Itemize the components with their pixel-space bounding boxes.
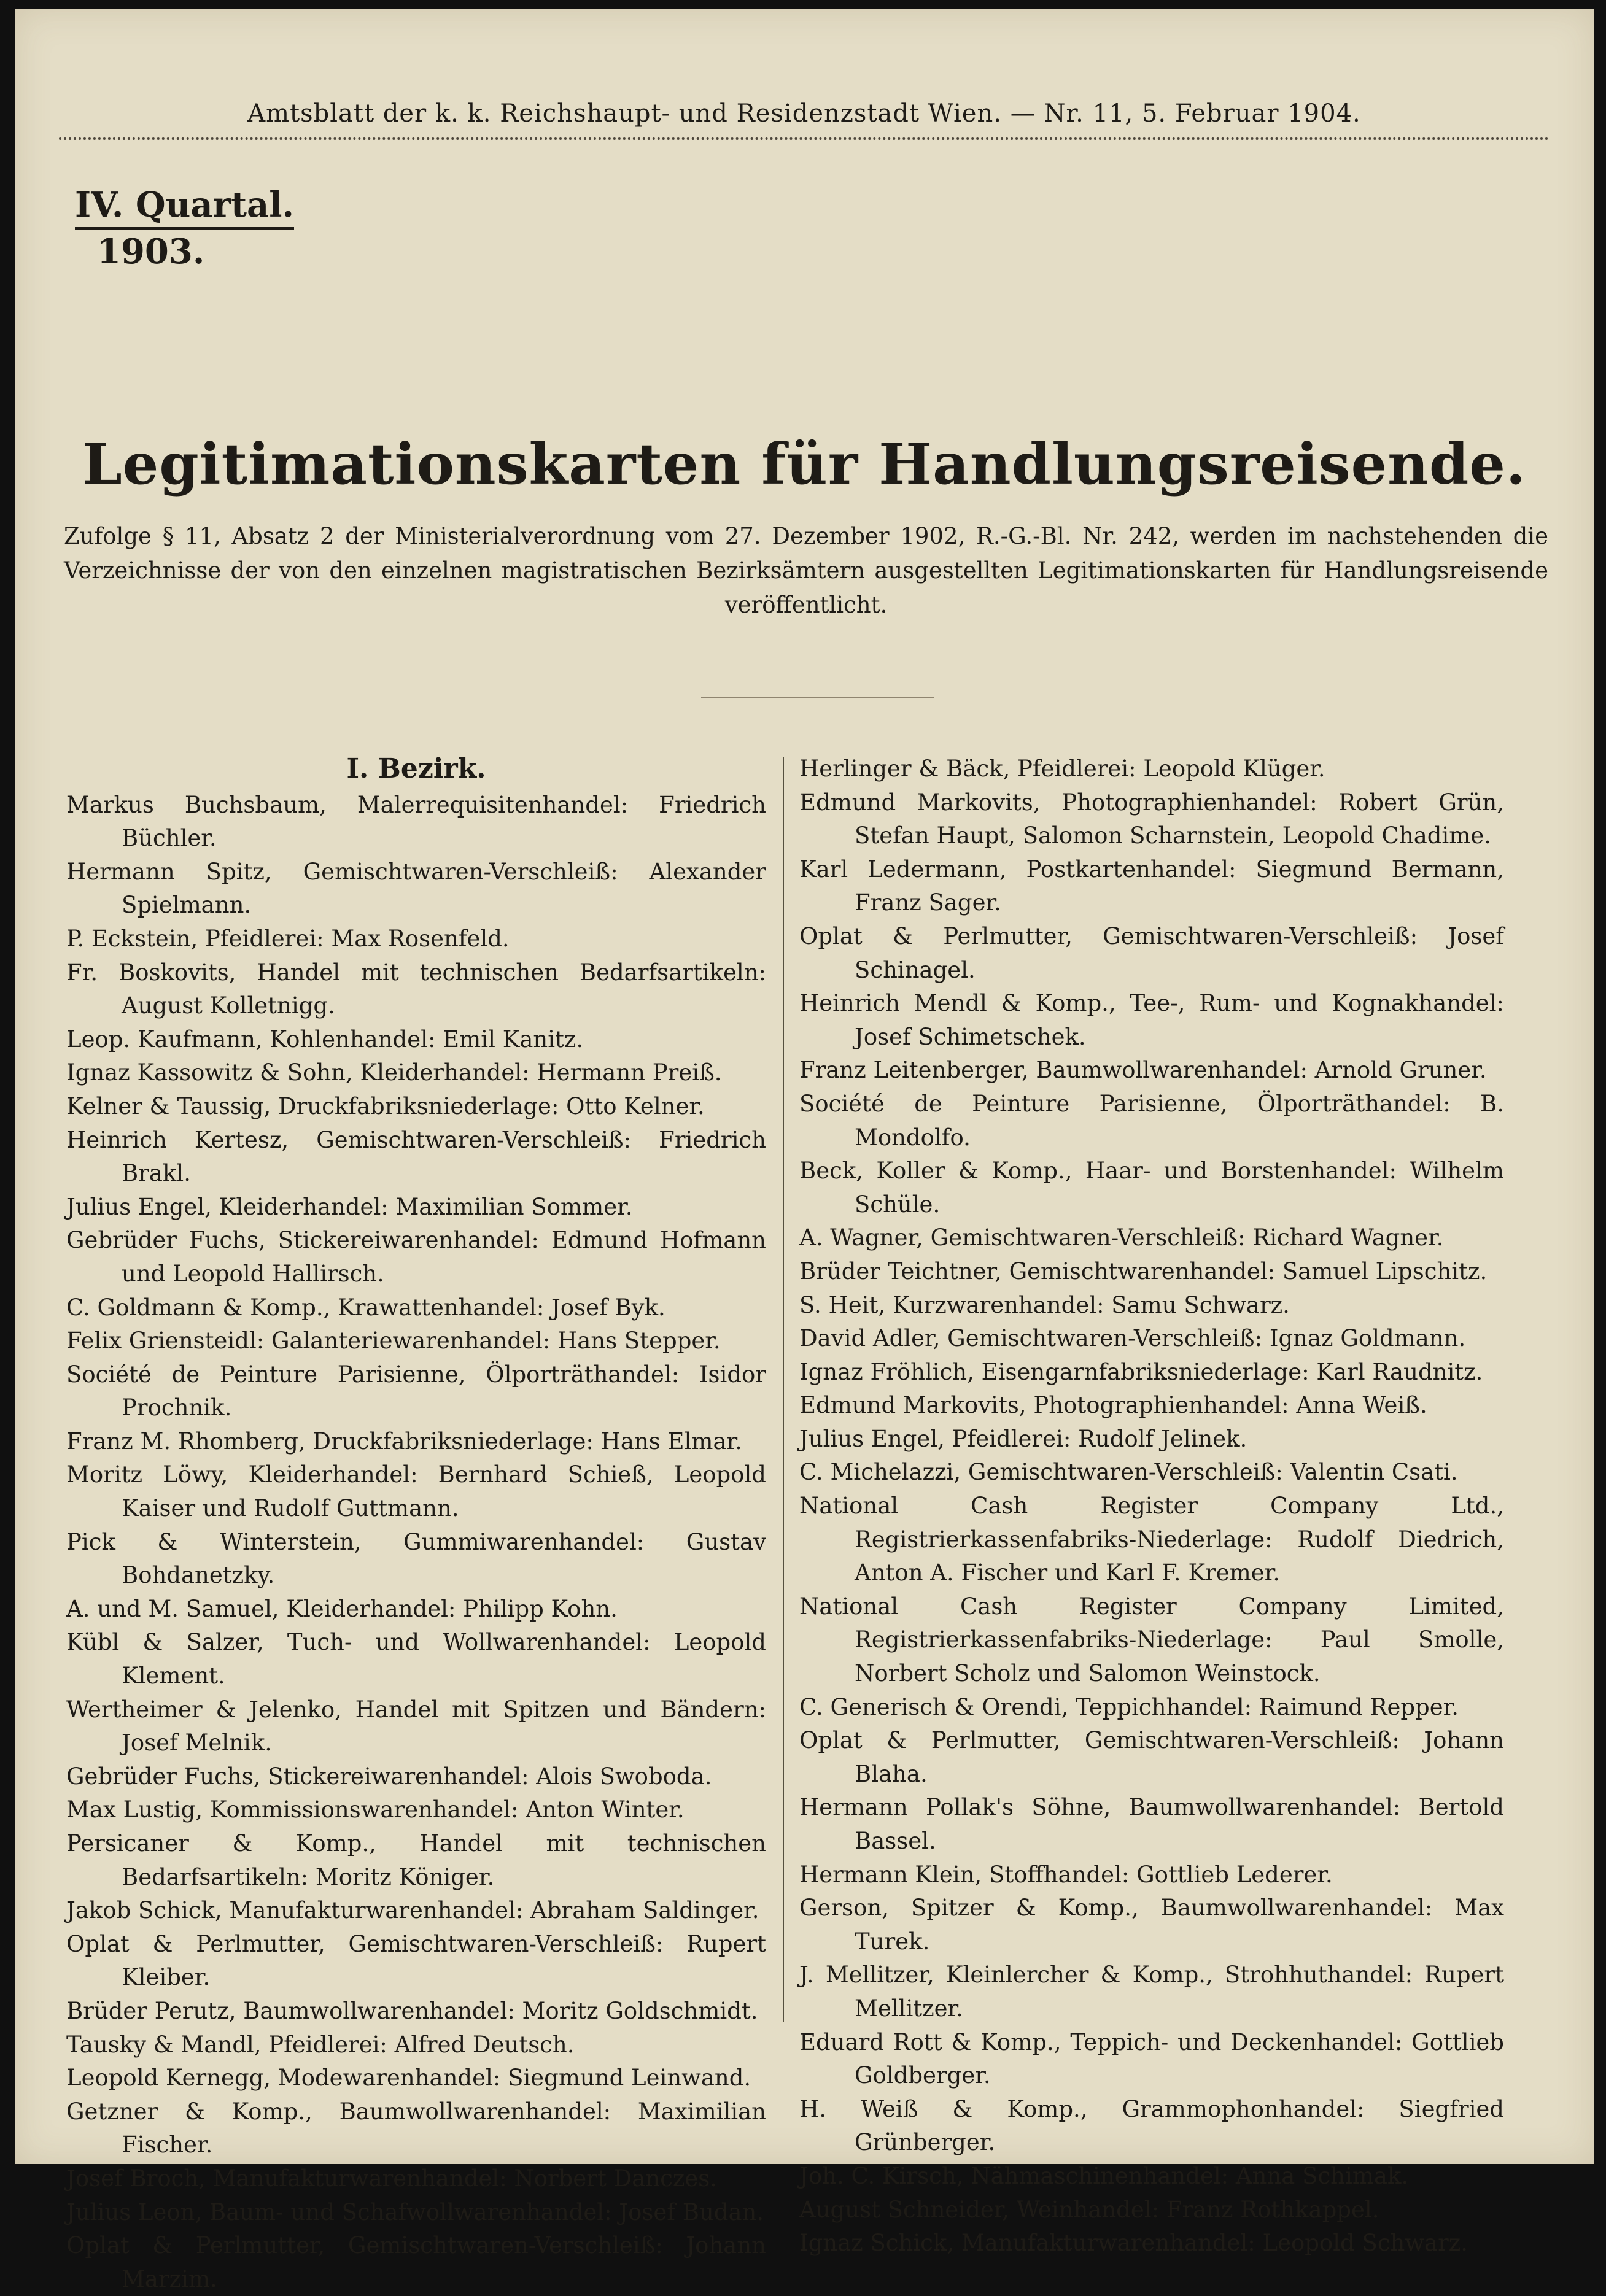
- list-item: Moritz Löwy, Kleiderhandel: Bernhard Schieß, Leopold Kaiser und Rudolf Guttmann.: [66, 1461, 766, 1522]
- list-item: Edmund Markovits, Photographienhandel: Anna Weiß.: [799, 1392, 1427, 1419]
- list-item: Herlinger & Bäck, Pfeidlerei: Leopold Klüger.: [799, 756, 1325, 782]
- quartal-block: [75, 187, 294, 271]
- list-item: C. Michelazzi, Gemischtwaren-Verschleiß: Valentin Csati.: [799, 1459, 1458, 1486]
- list-item: C. Generisch & Orendi, Teppichhandel: Raimund Repper.: [799, 1693, 1459, 1720]
- list-item: Oplat & Perlmutter, Gemischtwaren-Verschleiß: Rupert Kleiber.: [66, 1930, 766, 1991]
- list-item: National Cash Register Company Ltd., Registrierkassenfabriks-Niederlage: Rudolf Diedrich, Anton A. Fischer und Karl F. Kremer.: [799, 1493, 1504, 1587]
- list-item: Joh. C. Kirsch, Nähmaschinenhandel: Anna Schimak.: [799, 2162, 1409, 2189]
- list-item: Wertheimer & Jelenko, Handel mit Spitzen und Bändern: Josef Melnik.: [66, 1696, 766, 1757]
- list-item: Oplat & Perlmutter, Gemischtwaren-Verschleiß: Johann Marzim.: [66, 2232, 766, 2292]
- list-item: Persicaner & Komp., Handel mit technischen Bedarfsartikeln: Moritz Königer.: [66, 1830, 766, 1890]
- page-title: Legitimationskarten für Handlungsreisende.: [82, 431, 1526, 497]
- list-item: Gerson, Spitzer & Komp., Baumwollwarenhandel: Max Turek.: [799, 1895, 1504, 1955]
- list-item: Felix Griensteidl: Galanteriewarenhandel: Hans Stepper.: [66, 1328, 721, 1355]
- list-item: Ignaz Kassowitz & Sohn, Kleiderhandel: Hermann Preiß.: [66, 1059, 722, 1086]
- list-item: P. Eckstein, Pfeidlerei: Max Rosenfeld.: [66, 925, 510, 952]
- list-item: Ignaz Fröhlich, Eisengarnfabriksniederlage: Karl Raudnitz.: [799, 1358, 1483, 1385]
- list-item: Beck, Koller & Komp., Haar- und Borstenhandel: Wilhelm Schüle.: [799, 1158, 1504, 1218]
- list-item: August Schneider, Weinhandel: Franz Rothkappel.: [799, 2196, 1379, 2223]
- list-item: Julius Engel, Pfeidlerei: Rudolf Jelinek.: [799, 1425, 1247, 1452]
- list-item: Julius Engel, Kleiderhandel: Maximilian Sommer.: [66, 1193, 633, 1220]
- list-item: H. Weiß & Komp., Grammophonhandel: Siegfried Grünberger.: [799, 2095, 1504, 2156]
- list-item: Heinrich Kertesz, Gemischtwaren-Verschleiß: Friedrich Brakl.: [66, 1126, 766, 1187]
- list-item: Brüder Perutz, Baumwollwarenhandel: Moritz Goldschmidt.: [66, 1997, 758, 2024]
- list-item: C. Goldmann & Komp., Krawattenhandel: Josef Byk.: [66, 1294, 665, 1321]
- list-item: Oplat & Perlmutter, Gemischtwaren-Verschleiß: Josef Schinagel.: [799, 922, 1504, 983]
- list-item: Edmund Markovits, Photographienhandel: Robert Grün, Stefan Haupt, Salomon Scharnstein, Leopold Chadime.: [799, 789, 1504, 849]
- list-item: Ignaz Schick, Manufakturwarenhandel: Leopold Schwarz.: [799, 2230, 1468, 2257]
- list-item: Brüder Teichtner, Gemischtwarenhandel: Samuel Lipschitz.: [799, 1258, 1488, 1285]
- section-rule: [701, 697, 934, 698]
- intro-paragraph: Zufolge § 11, Absatz 2 der Ministerialverordnung vom 27. Dezember 1902, R.-G.-Bl. Nr. 242, werden im nachstehenden die Verzeichnisse der von den einzelnen magistratischen Bezirksämtern ausgestellten Legitimationskarten für Handlungsreisende veröffentlicht.: [64, 523, 1548, 618]
- list-item: Kelner & Taussig, Druckfabriksniederlage: Otto Kelner.: [66, 1092, 705, 1119]
- list-item: Jakob Schick, Manufakturwarenhandel: Abraham Saldinger.: [66, 1897, 759, 1924]
- list-item: Markus Buchsbaum, Malerrequisitenhandel: Friedrich Büchler.: [66, 791, 766, 852]
- list-item: Hermann Spitz, Gemischtwaren-Verschleiß: Alexander Spielmann.: [66, 858, 766, 919]
- quartal-year: 1903.: [97, 231, 205, 272]
- list-item: Hermann Pollak's Söhne, Baumwollwarenhandel: Bertold Bassel.: [799, 1794, 1504, 1854]
- list-item: National Cash Register Company Limited, Registrierkassenfabriks-Niederlage: Paul Smolle, Norbert Scholz und Salomon Weinstock.: [799, 1593, 1504, 1687]
- list-item: Josef Broch, Manufakturwarenhandel: Norbert Danczes.: [66, 2165, 717, 2192]
- list-item: A. und M. Samuel, Kleiderhandel: Philipp Kohn.: [66, 1595, 618, 1622]
- list-item: Société de Peinture Parisienne, Ölporträthandel: B. Mondolfo.: [799, 1090, 1504, 1151]
- list-item: Tausky & Mandl, Pfeidlerei: Alfred Deutsch.: [66, 2031, 575, 2058]
- list-item: Getzner & Komp., Baumwollwarenhandel: Maximilian Fischer.: [66, 2098, 766, 2159]
- list-item: Hermann Klein, Stoffhandel: Gottlieb Lederer.: [799, 1861, 1333, 1888]
- list-item: A. Wagner, Gemischtwaren-Verschleiß: Richard Wagner.: [799, 1224, 1444, 1251]
- section-heading: I. Bezirk.: [346, 753, 486, 784]
- document-page: [15, 9, 1594, 2292]
- list-item: Oplat & Perlmutter, Gemischtwaren-Verschleiß: Johann Blaha.: [799, 1727, 1504, 1787]
- list-item: David Adler, Gemischtwaren-Verschleiß: Ignaz Goldmann.: [799, 1325, 1466, 1352]
- list-item: Société de Peinture Parisienne, Ölporträthandel: Isidor Prochnik.: [66, 1361, 766, 1421]
- right-column: [799, 752, 1504, 2260]
- left-entry-list: [66, 789, 766, 2296]
- quartal-label: IV. Quartal.: [75, 187, 294, 230]
- running-header: Amtsblatt der k. k. Reichshaupt- und Residenzstadt Wien. — Nr. 11, 5. Februar 1904.: [247, 99, 1361, 128]
- list-item: Heinrich Mendl & Komp., Tee-, Rum- und Kognakhandel: Josef Schimetschek.: [799, 990, 1504, 1050]
- header-rule: [59, 137, 1550, 140]
- list-item: Franz Leitenberger, Baumwollwarenhandel: Arnold Gruner.: [799, 1057, 1487, 1084]
- list-item: Gebrüder Fuchs, Stickereiwarenhandel: Edmund Hofmann und Leopold Hallirsch.: [66, 1227, 766, 1287]
- list-item: Gebrüder Fuchs, Stickereiwarenhandel: Alois Swoboda.: [66, 1763, 712, 1790]
- list-item: Leop. Kaufmann, Kohlenhandel: Emil Kanitz.: [66, 1026, 584, 1053]
- list-item: Eduard Rott & Komp., Teppich- und Deckenhandel: Gottlieb Goldberger.: [799, 2028, 1504, 2089]
- list-item: Franz M. Rhomberg, Druckfabriksniederlage: Hans Elmar.: [66, 1428, 742, 1455]
- list-item: Leopold Kernegg, Modewarenhandel: Siegmund Leinwand.: [66, 2065, 751, 2092]
- list-item: S. Heit, Kurzwarenhandel: Samu Schwarz.: [799, 1291, 1290, 1318]
- list-item: Max Lustig, Kommissionswarenhandel: Anton Winter.: [66, 1796, 685, 1823]
- list-item: Fr. Boskovits, Handel mit technischen Bedarfsartikeln: August Kolletnigg.: [66, 959, 766, 1019]
- list-item: Kübl & Salzer, Tuch- und Wollwarenhandel: Leopold Klement.: [66, 1629, 766, 1690]
- right-entry-list: [799, 752, 1504, 2260]
- list-item: Karl Ledermann, Postkartenhandel: Siegmund Bermann, Franz Sager.: [799, 856, 1504, 916]
- left-column: [66, 752, 766, 2296]
- list-item: J. Mellitzer, Kleinlercher & Komp., Strohhuthandel: Rupert Mellitzer.: [799, 1962, 1504, 2022]
- list-item: Pick & Winterstein, Gummiwarenhandel: Gustav Bohdanetzky.: [66, 1528, 766, 1589]
- list-item: Julius Leon, Baum- und Schafwollwarenhandel: Josef Budan.: [66, 2198, 764, 2225]
- column-divider: [783, 757, 784, 2022]
